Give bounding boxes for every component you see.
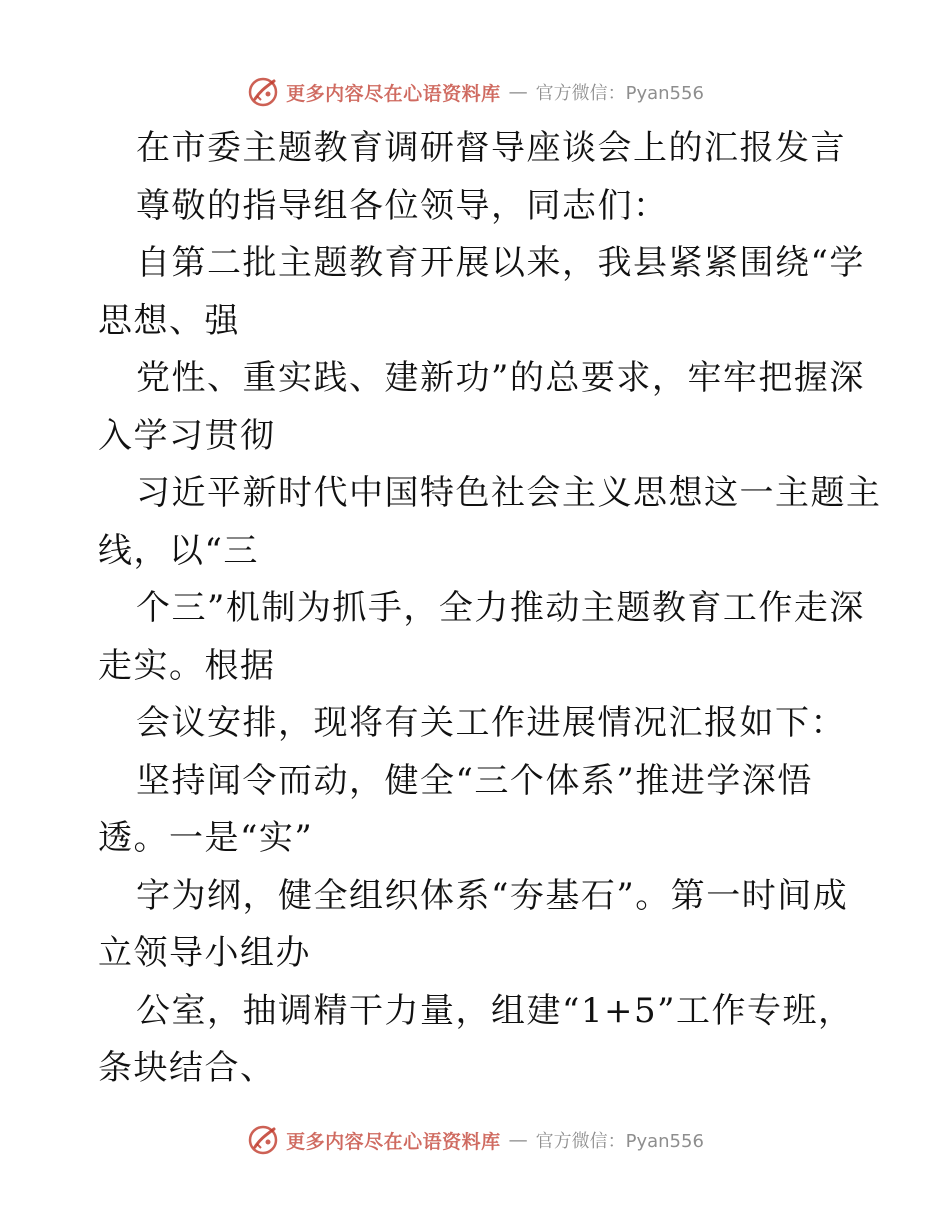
text-line: 党性、重实践、建新功”的总要求，牢牢把握深	[136, 358, 865, 398]
text-line: 走实。根据	[98, 645, 276, 686]
text-line: 条块结合、	[98, 1048, 276, 1088]
text-line: 公室，抽调精干力量，组建“1+5”工作专班，	[136, 990, 854, 1031]
watermark-header	[0, 72, 950, 112]
watermark-subtext: 官方微信：Pyan556	[535, 83, 704, 104]
watermark-text: 更多内容尽在心语资料库	[286, 1130, 501, 1153]
text-line: 立领导小组办	[98, 933, 311, 973]
text-line: 入学习贯彻	[98, 415, 276, 456]
document-title: 在市委主题教育调研督导座谈会上的汇报发言	[136, 128, 846, 168]
watermark-dash: —	[508, 1129, 528, 1151]
paragraph-lines	[98, 178, 882, 1098]
text-line: 坚持闻令而动，健全“三个体系”推进学深悟	[136, 760, 813, 801]
brush-logo-icon	[246, 1123, 280, 1157]
text-line: 习近平新时代中国特色社会主义思想这一主题主	[136, 473, 882, 513]
text-line: 线，以“三	[98, 530, 259, 571]
text-line: 尊敬的指导组各位领导，同志们：	[136, 185, 669, 226]
text-line: 自第二批主题教育开展以来，我县紧紧围绕“学	[136, 243, 865, 283]
brush-logo-icon	[246, 75, 280, 109]
watermark-dash: —	[508, 81, 528, 103]
text-line: 个三”机制为抓手，全力推动主题教育工作走深	[136, 588, 865, 628]
watermark-text: 更多内容尽在心语资料库	[286, 82, 501, 105]
text-line: 透。一是“实”	[98, 818, 314, 858]
document-body	[98, 120, 882, 1098]
text-line: 会议安排，现将有关工作进展情况汇报如下：	[136, 703, 846, 743]
text-line: 字为纲，健全组织体系“夯基石”。第一时间成	[136, 875, 849, 916]
watermark-subtext: 官方微信：Pyan556	[535, 1131, 704, 1152]
watermark-footer	[0, 1120, 950, 1160]
text-line: 思想、强	[98, 300, 240, 341]
